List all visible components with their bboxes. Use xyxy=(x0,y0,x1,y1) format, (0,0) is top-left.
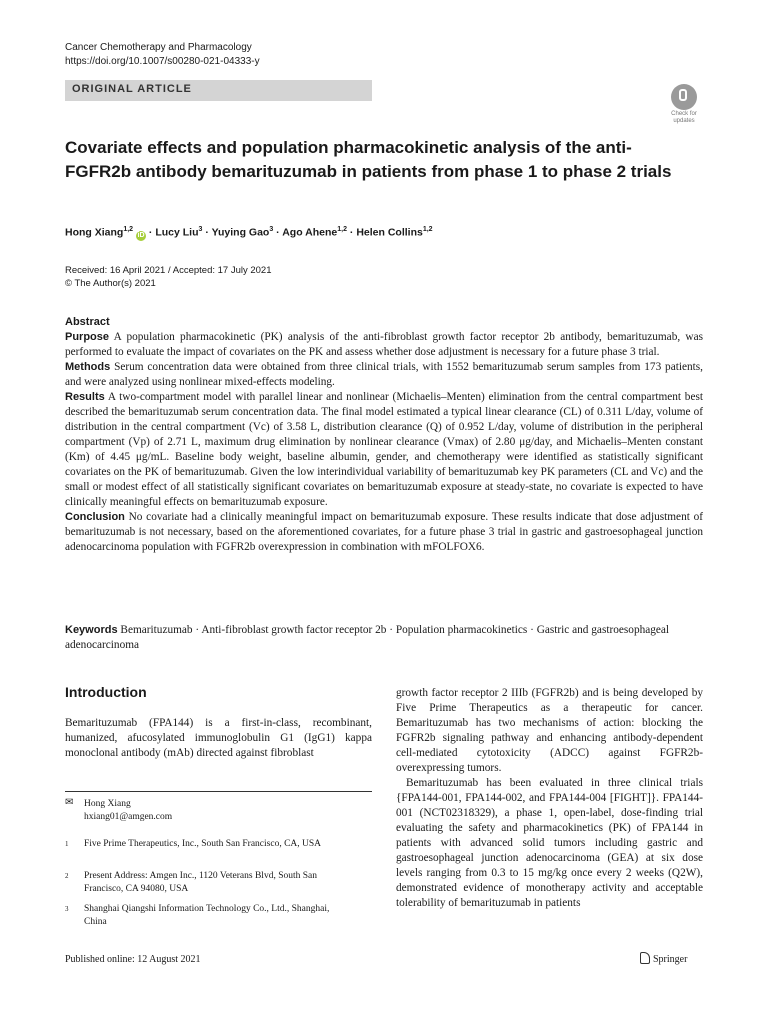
author-affiliation: 1,2 xyxy=(123,226,134,233)
methods-text: Serum concentration data were obtained from three clinical trials, with 1552 bemarituzumab serum samples from 173 patients, and were analyzed using nonlinear mixed-effects modeling. xyxy=(65,361,704,388)
journal-header xyxy=(65,41,260,69)
bookmark-icon xyxy=(671,84,697,110)
article-title: Covariate effects and population pharmacokinetic analysis of the anti-FGFR2b antibody bemarituzumab in patients from phase 1 to phase 2 trials xyxy=(65,138,672,181)
purpose-label: Purpose xyxy=(65,331,110,343)
body-paragraph: growth factor receptor 2 IIIb (FGFR2b) and is being developed by Five Prime Therapeutics as a therapeutic for cancer. Bemarituzumab has two mechanisms of action: blocking the FGFR2b signaling pathway and enhancing antibody-dependent cell-mediated cytotoxicity (ADCC) against FGFR2b-overexpressing tumors. xyxy=(396,687,703,774)
springer-horse-icon xyxy=(640,952,650,964)
article-type-banner xyxy=(65,80,372,101)
abstract-purpose xyxy=(65,330,703,360)
envelope-icon: ✉ xyxy=(65,797,74,808)
contact-email[interactable]: hxiang01@amgen.com xyxy=(84,811,173,822)
author-name[interactable]: Lucy Liu xyxy=(155,226,199,239)
copyright: © The Author(s) 2021 xyxy=(65,278,156,289)
badge-text-2: updates xyxy=(673,118,695,124)
affiliation-number: 3 xyxy=(65,905,69,913)
affiliation-3 xyxy=(65,903,340,928)
conclusion-label: Conclusion xyxy=(65,511,125,523)
affiliation-number: 2 xyxy=(65,872,69,880)
doi-link[interactable]: https://doi.org/10.1007/s00280-021-04333-y xyxy=(65,56,260,67)
received-accepted: Received: 16 April 2021 / Accepted: 17 July 2021 xyxy=(65,265,272,276)
author-name[interactable]: Ago Ahene xyxy=(282,226,338,239)
published-date: Published online: 12 August 2021 xyxy=(65,954,201,965)
orcid-icon[interactable]: iD xyxy=(137,231,145,239)
publisher-logo xyxy=(640,952,687,965)
abstract-heading: Abstract xyxy=(65,316,110,328)
affiliation-number: 1 xyxy=(65,840,69,848)
purpose-text: A population pharmacokinetic (PK) analysis of the anti-fibroblast growth factor receptor 2b antibody, bemarituzumab, was performed to evaluate the impact of covariates on the PK and assess whether dose adjustment is necessary for a future phase 3 trial. xyxy=(65,331,704,358)
check-for-updates-badge[interactable] xyxy=(664,84,704,124)
article-type-label: ORIGINAL ARTICLE xyxy=(72,83,192,95)
author-affiliation: 1,2 xyxy=(337,226,347,233)
publisher-name: Springer xyxy=(653,954,688,965)
contact-footnote xyxy=(65,798,355,823)
affiliation-text: Present Address: Amgen Inc., 1120 Veterans Blvd, South San Francisco, CA 94080, USA xyxy=(84,871,317,894)
author-name[interactable]: Hong Xiang xyxy=(65,226,124,239)
article-dates xyxy=(65,264,272,290)
introduction-paragraph: Bemarituzumab (FPA144) is a first-in-class, recombinant, humanized, afucosylated immunoglobulin G1 (IgG1) kappa monoclonal antibody (mAb) directed against fibroblast xyxy=(65,717,372,759)
affiliation-2 xyxy=(65,870,325,895)
journal-name: Cancer Chemotherapy and Pharmacology xyxy=(65,42,252,53)
abstract-methods xyxy=(65,360,703,390)
author-affiliation: 1,2 xyxy=(422,226,433,233)
badge-text-1: Check for xyxy=(671,111,697,117)
author-name[interactable]: Helen Collins xyxy=(356,226,423,239)
affiliation-text: Shanghai Qiangshi Information Technology Co., Ltd., Shanghai, China xyxy=(84,904,330,927)
results-label: Results xyxy=(65,391,105,403)
keywords xyxy=(65,623,703,653)
author-affiliation: 3 xyxy=(198,226,203,233)
contact-name: Hong Xiang xyxy=(84,799,131,809)
abstract-conclusion xyxy=(65,510,703,555)
right-column xyxy=(396,686,703,911)
affiliation-text: Five Prime Therapeutics, Inc., South San Francisco, CA, USA xyxy=(84,839,322,849)
affiliation-1 xyxy=(65,838,355,851)
author-affiliation: 3 xyxy=(269,226,274,233)
abstract-results xyxy=(65,390,703,510)
author-list: Hong Xiang$^{1,2}$ iD · Lucy Liu$^3$ · Yuying Gao$^3$ · Ago Ahene$^{1,2}$ · Helen Collins$^{1,2}$ xyxy=(65,226,433,239)
author-name[interactable]: Yuying Gao xyxy=(211,226,270,239)
results-text: A two-compartment model with parallel linear and nonlinear (Michaelis–Menten) elimination from the central compartment best described the bemarituzumab serum concentration data. The final model estimated a typical linear clearance (CL) of 0.311 L/day, volume of distribution in the central compartment (Vc) of 3.58 L, distribution clearance (Q) of 0.952 L/day, volume of distribution in the peripheral compartment (Vp) of 2.71 L, maximum drug elimination by nonlinear clearance (Vmax) of 2.80 μg/day, and Michaelis–Menten constant (Km) of 4.45 μg/mL. Baseline body weight, baseline albumin, gender, and chemotherapy were identified as statistically significant covariates on the PK of bemarituzumab. Given the low interindividual variability of bemarituzumab key PK parameters (CL and Vc) and the small or modest effect of all statistically significant covariates on bemarituzumab exposure at steady-state, no covariate is expected to have clinically meaningful effects on bemarituzumab exposure. xyxy=(65,391,703,508)
conclusion-text: No covariate had a clinically meaningful impact on bemarituzumab exposure. These results indicate that dose adjustment of bemarituzumab is not necessary, based on the aforementioned covariates, for a future phase 3 trial in gastric and gastroesophageal junction adenocarcinoma population with FGFR2b overexpression in combination with mFOLFOX6. xyxy=(65,511,704,553)
introduction-heading: Introduction xyxy=(65,684,147,700)
abstract xyxy=(65,315,703,555)
footnote-divider xyxy=(65,791,372,792)
body-paragraph: Bemarituzumab has been evaluated in three clinical trials {FPA144-001, FPA144-002, and FPA144-004 [FIGHT]}. FPA144-001 (NCT02318329), a phase 1, open-label, dose-finding trial evaluating the safety and pharmacokinetics (PK) of FPA144 in patients with advanced solid tumors including gastric and gastroesophageal junction adenocarcinoma (GEA) at six dose levels ranging from 0.3 to 15 mg/kg once every 2 weeks (Q2W), demonstrated evidence of monotherapy activity and acceptable tolerability of bemarituzumab in patients xyxy=(396,777,703,909)
keywords-label: Keywords xyxy=(65,624,118,636)
keywords-text: Bemarituzumab · Anti-fibroblast growth factor receptor 2b · Population pharmacokinetics · Gastric and gastroesophageal adenocarcinoma xyxy=(65,624,670,651)
methods-label: Methods xyxy=(65,361,111,373)
